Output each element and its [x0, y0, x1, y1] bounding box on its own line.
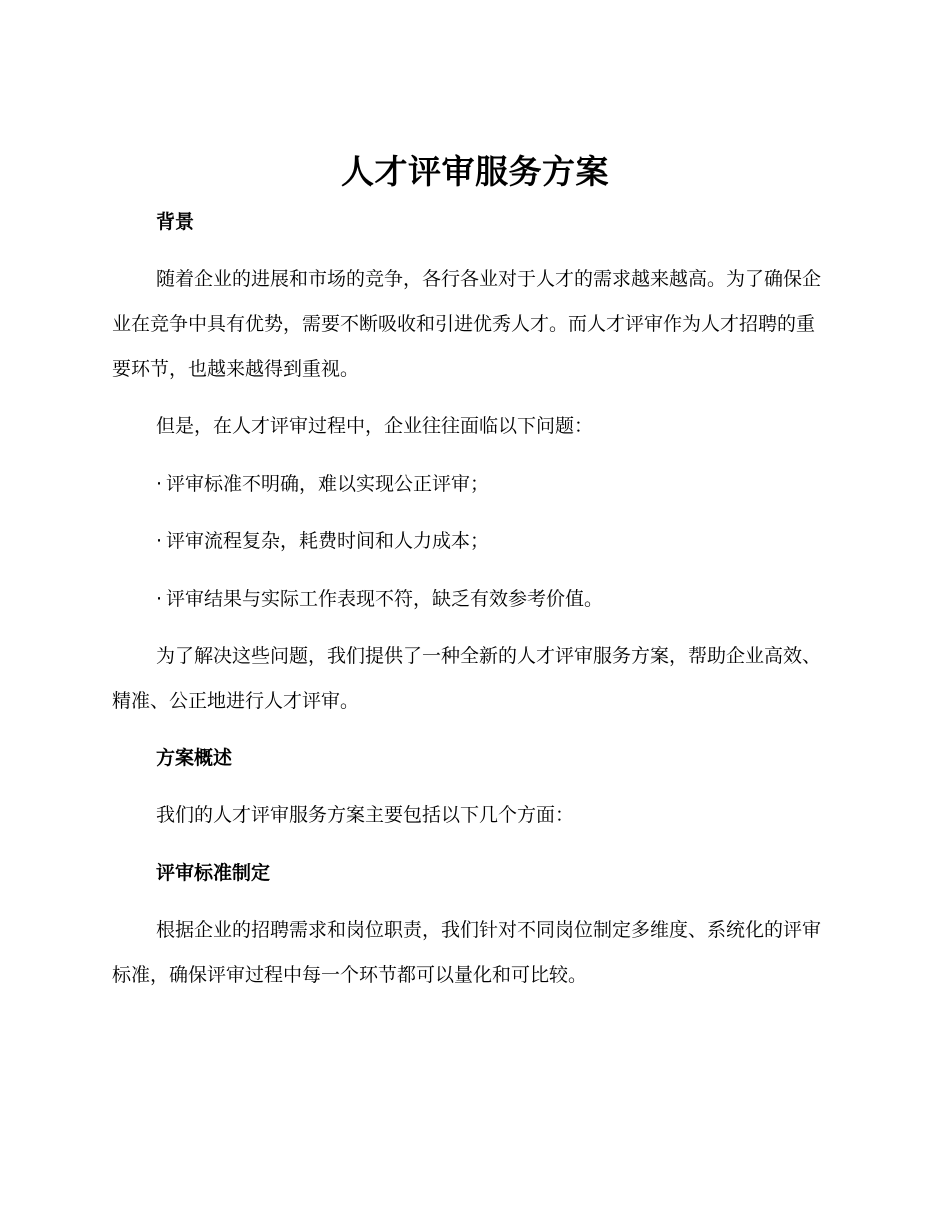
bullet-item	[156, 527, 489, 555]
standards-paragraph-1: 根据企业的招聘需求和岗位职责，我们针对不同岗位制定多维度、系统化的评审标准，确保评审过程中每一个环节都可以量化和可比较。	[112, 919, 822, 986]
section-heading-overview: 方案概述	[156, 747, 233, 769]
background-paragraph-3: 为了解决这些问题，我们提供了一种全新的人才评审服务方案，帮助企业高效、精准、公正地进行人才评审。	[112, 645, 822, 712]
bullet-item	[156, 585, 603, 613]
bullet-symbol: ·	[156, 473, 163, 495]
background-paragraph-1: 随着企业的进展和市场的竞争，各行各业对于人才的需求越来越高。为了确保企业在竞争中具有优势，需要不断吸收和引进优秀人才。而人才评审作为人才招聘的重要环节，也越来越得到重视。	[112, 268, 822, 380]
section-heading-background: 背景	[156, 211, 195, 233]
document-title: 人才评审服务方案	[341, 152, 609, 191]
bullet-item	[156, 470, 489, 498]
overview-paragraph-1: 我们的人才评审服务方案主要包括以下几个方面：	[156, 804, 575, 826]
bullet-text: 评审结果与实际工作表现不符，缺乏有效参考价值。	[166, 588, 604, 610]
bullet-symbol: ·	[156, 588, 163, 610]
background-paragraph-2: 但是，在人才评审过程中，企业往往面临以下问题：	[156, 415, 594, 437]
bullet-symbol: ·	[156, 530, 163, 552]
section-heading-standards: 评审标准制定	[156, 862, 271, 884]
bullet-text: 评审标准不明确，难以实现公正评审；	[166, 473, 490, 495]
bullet-text: 评审流程复杂，耗费时间和人力成本；	[166, 530, 490, 552]
